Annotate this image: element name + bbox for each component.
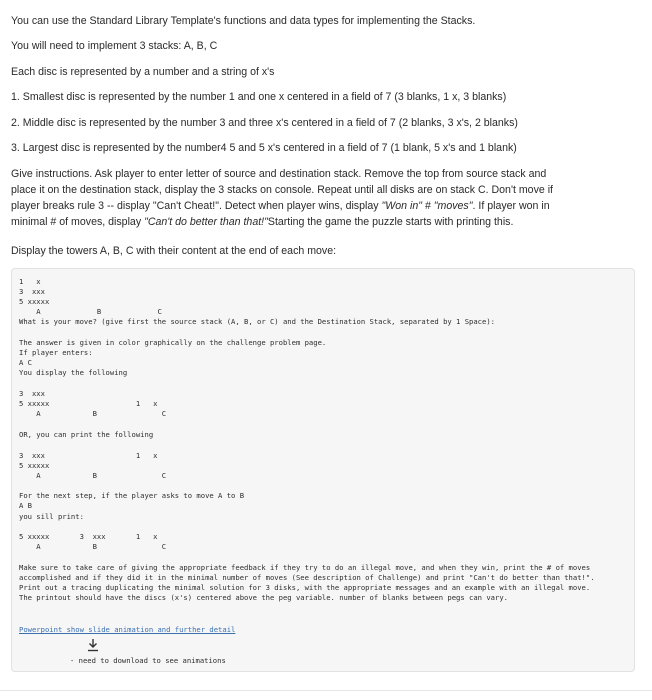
stack2-line-2: 5 xxxxx 1 x — [19, 399, 158, 408]
stack4-labels: A B C — [19, 542, 167, 551]
start-stack-labels: A B C — [19, 307, 162, 316]
download-note: - need to download to see animations — [70, 656, 226, 665]
code-block — [11, 268, 635, 672]
powerpoint-link[interactable]: Powerpoint show slide animation and further detail — [19, 625, 236, 634]
player-input-ab: A B — [19, 501, 32, 510]
instructions-paragraph: Give instructions. Ask player to enter letter of source and destination stack. Remove the top from source stack and place it on the destination stack, display the 3 stacks on console. Repeat until all disks are on stack C. Don't move if player breaks rule 3 -- display "Can't Cheat!". Detect when player wins, display "Won in" # "moves". If player won in minimal # of moves, display "Can't do better than that!"Starting the game the puzzle starts with printing this. — [11, 168, 553, 228]
move-prompt: What is your move? (give first the source stack (A, B, or C) and the Destination Stack, separated by 1 Space): — [19, 317, 495, 326]
stack2-line-1: 3 xxx — [19, 389, 45, 398]
stack3-labels: A B C — [19, 471, 167, 480]
intro-disc: Each disc is represented by a number and a string of x's — [11, 66, 275, 78]
feedback-note: Make sure to take care of giving the appropriate feedback if they try to do an illegal move, and when they win, print the # of moves accomplished and if they did it in the minimal number of moves (See description of Challenge) and print "Can't do better than that!". Print out a tracing duplicating the minimal solution for 3 disks, with the appropriate messages and an example with an illegal move. The printout should have the discs (x's) centered above the peg variable. number of blanks between pegs can vary. — [19, 563, 595, 602]
start-stack-line-3: 5 xxxxx — [19, 297, 50, 306]
start-stack-line-2: 3 xxx — [19, 287, 45, 296]
stack3-line-2: 5 xxxxx — [19, 461, 50, 470]
next-step: For the next step, if the player asks to move A to B — [19, 491, 245, 500]
still-print: you sill print: — [19, 512, 84, 521]
if-player-enters: If player enters: — [19, 348, 93, 357]
stack3-line-1: 3 xxx 1 x — [19, 451, 158, 460]
rule-2: 2. Middle disc is represented by the number 3 and three x's centered in a field of 7 (2 blanks, 3 x's, 2 blanks) — [11, 117, 518, 129]
intro-stl: You can use the Standard Library Template's functions and data types for implementing the Stacks. — [11, 15, 476, 27]
display-towers-heading: Display the towers A, B, C with their content at the end of each move: — [11, 245, 337, 257]
or-print: OR, you can print the following — [19, 430, 154, 439]
answer-note: The answer is given in color graphically on the challenge problem page. — [19, 338, 327, 347]
divider — [0, 690, 652, 691]
stack4-line-1: 5 xxxxx 3 xxx 1 x — [19, 532, 158, 541]
start-stack-line-1: 1 x — [19, 277, 41, 286]
download-icon[interactable] — [86, 638, 100, 652]
intro-stacks: You will need to implement 3 stacks: A, B, C — [11, 40, 218, 52]
player-input-ac: A C — [19, 358, 32, 367]
stack2-labels: A B C — [19, 409, 167, 418]
rule-1: 1. Smallest disc is represented by the number 1 and one x centered in a field of 7 (3 blanks, 1 x, 3 blanks) — [11, 91, 507, 103]
display-following: You display the following — [19, 368, 128, 377]
rule-3: 3. Largest disc is represented by the number4 5 and 5 x's centered in a field of 7 (1 blank, 5 x's and 1 blank) — [11, 142, 517, 154]
